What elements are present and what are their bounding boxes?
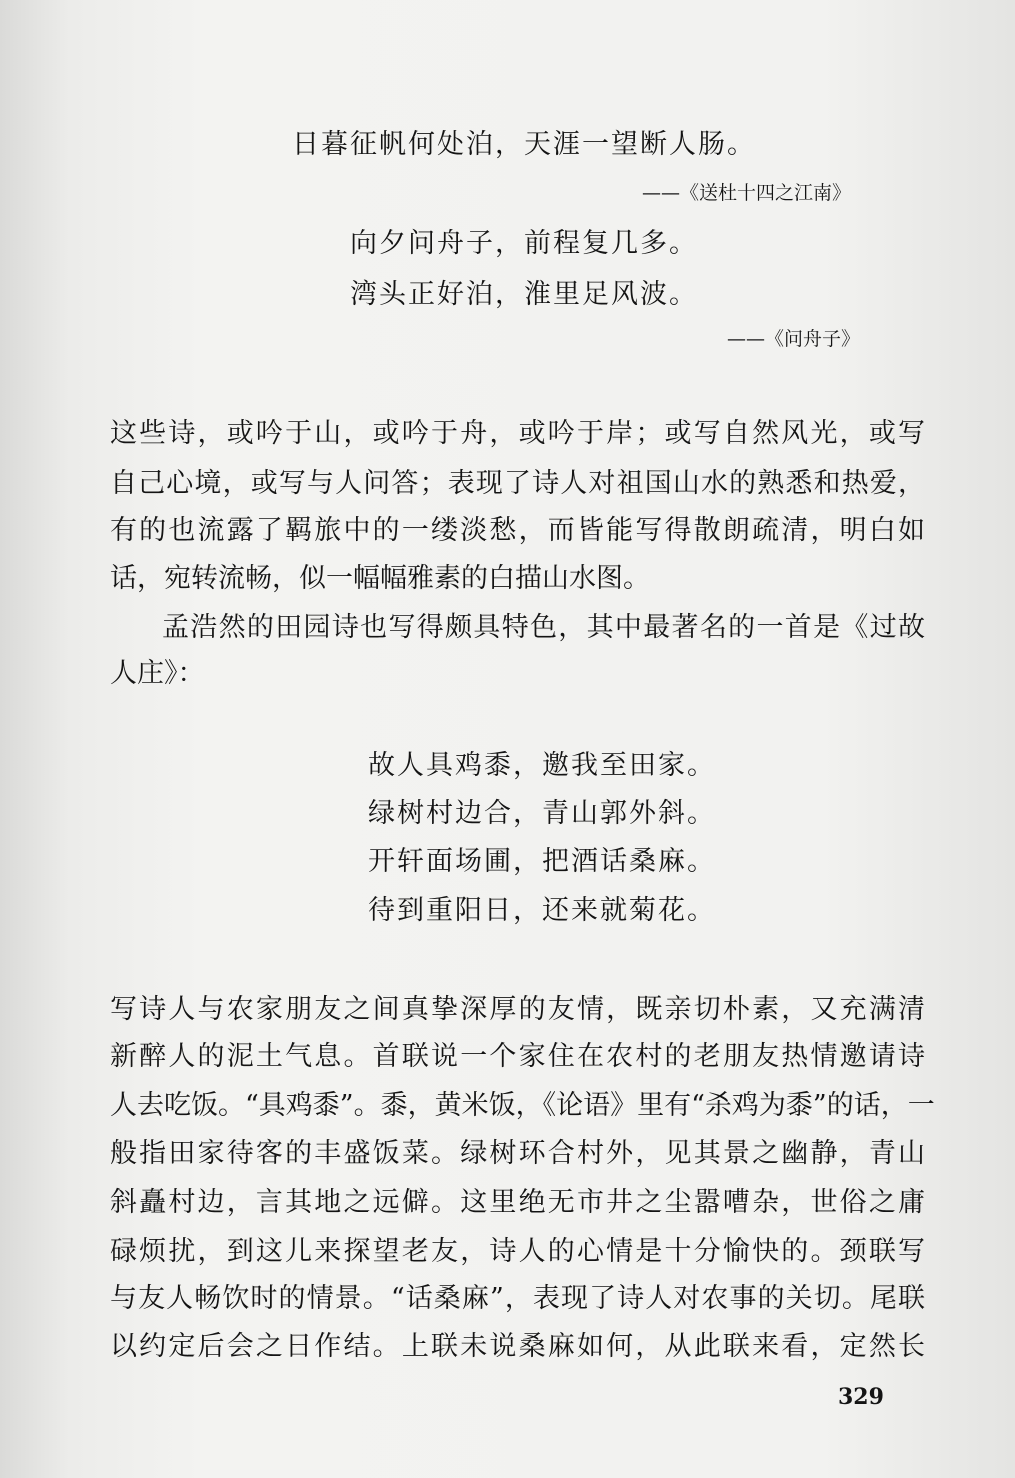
body-text-line: 写诗人与农家朋友之间真挚深厚的友情，既亲切朴素，又充满清 xyxy=(110,994,925,1025)
body-text-line: 话，宛转流畅，似一幅幅雅素的白描山水图。 xyxy=(110,563,650,594)
page-number: 329 xyxy=(838,1384,884,1410)
poem-attribution: ——《问舟子》 xyxy=(727,328,861,350)
poem-attribution: ——《送杜十四之江南》 xyxy=(642,182,852,204)
poem-line: 故人具鸡黍，邀我至田家。 xyxy=(368,750,716,781)
poem-line: 日暮征帆何处泊，天涯一望断人肠。 xyxy=(292,129,756,160)
poem-line: 向夕问舟子，前程复几多。 xyxy=(350,228,698,259)
poem-line: 绿树村边合，青山郭外斜。 xyxy=(368,798,716,829)
body-text-line: 斜矗村边，言其地之远僻。这里绝无市井之尘嚣嘈杂，世俗之庸 xyxy=(110,1187,925,1218)
body-text-line: 新醉人的泥土气息。首联说一个家住在农村的老朋友热情邀请诗 xyxy=(110,1041,925,1072)
body-text-line: 与友人畅饮时的情景。“话桑麻”，表现了诗人对农事的关切。尾联 xyxy=(110,1283,925,1314)
body-text-line: 般指田家待客的丰盛饭菜。绿树环合村外，见其景之幽静，青山 xyxy=(110,1138,925,1169)
poem-line: 待到重阳日，还来就菊花。 xyxy=(368,895,716,926)
body-text-line: 自己心境，或写与人问答；表现了诗人对祖国山水的熟悉和热爱， xyxy=(110,468,925,499)
poem-line: 开轩面场圃，把酒话桑麻。 xyxy=(368,846,716,877)
poem-line: 湾头正好泊，淮里足风波。 xyxy=(350,279,698,310)
body-text-line: 人庄》： xyxy=(110,658,205,689)
body-text-line: 这些诗，或吟于山，或吟于舟，或吟于岸；或写自然风光，或写 xyxy=(110,418,925,449)
body-text-line: 有的也流露了羁旅中的一缕淡愁，而皆能写得散朗疏清，明白如 xyxy=(110,515,925,546)
body-text-line: 人去吃饭。“具鸡黍”。黍，黄米饭，《论语》里有“杀鸡为黍”的话，一 xyxy=(110,1090,935,1121)
body-text-line: 孟浩然的田园诗也写得颇具特色，其中最著名的一首是《过故 xyxy=(162,612,925,643)
body-text-line: 以约定后会之日作结。上联未说桑麻如何，从此联来看，定然长 xyxy=(110,1331,925,1362)
body-text-line: 碌烦扰，到这儿来探望老友，诗人的心情是十分愉快的。颈联写 xyxy=(110,1236,925,1267)
